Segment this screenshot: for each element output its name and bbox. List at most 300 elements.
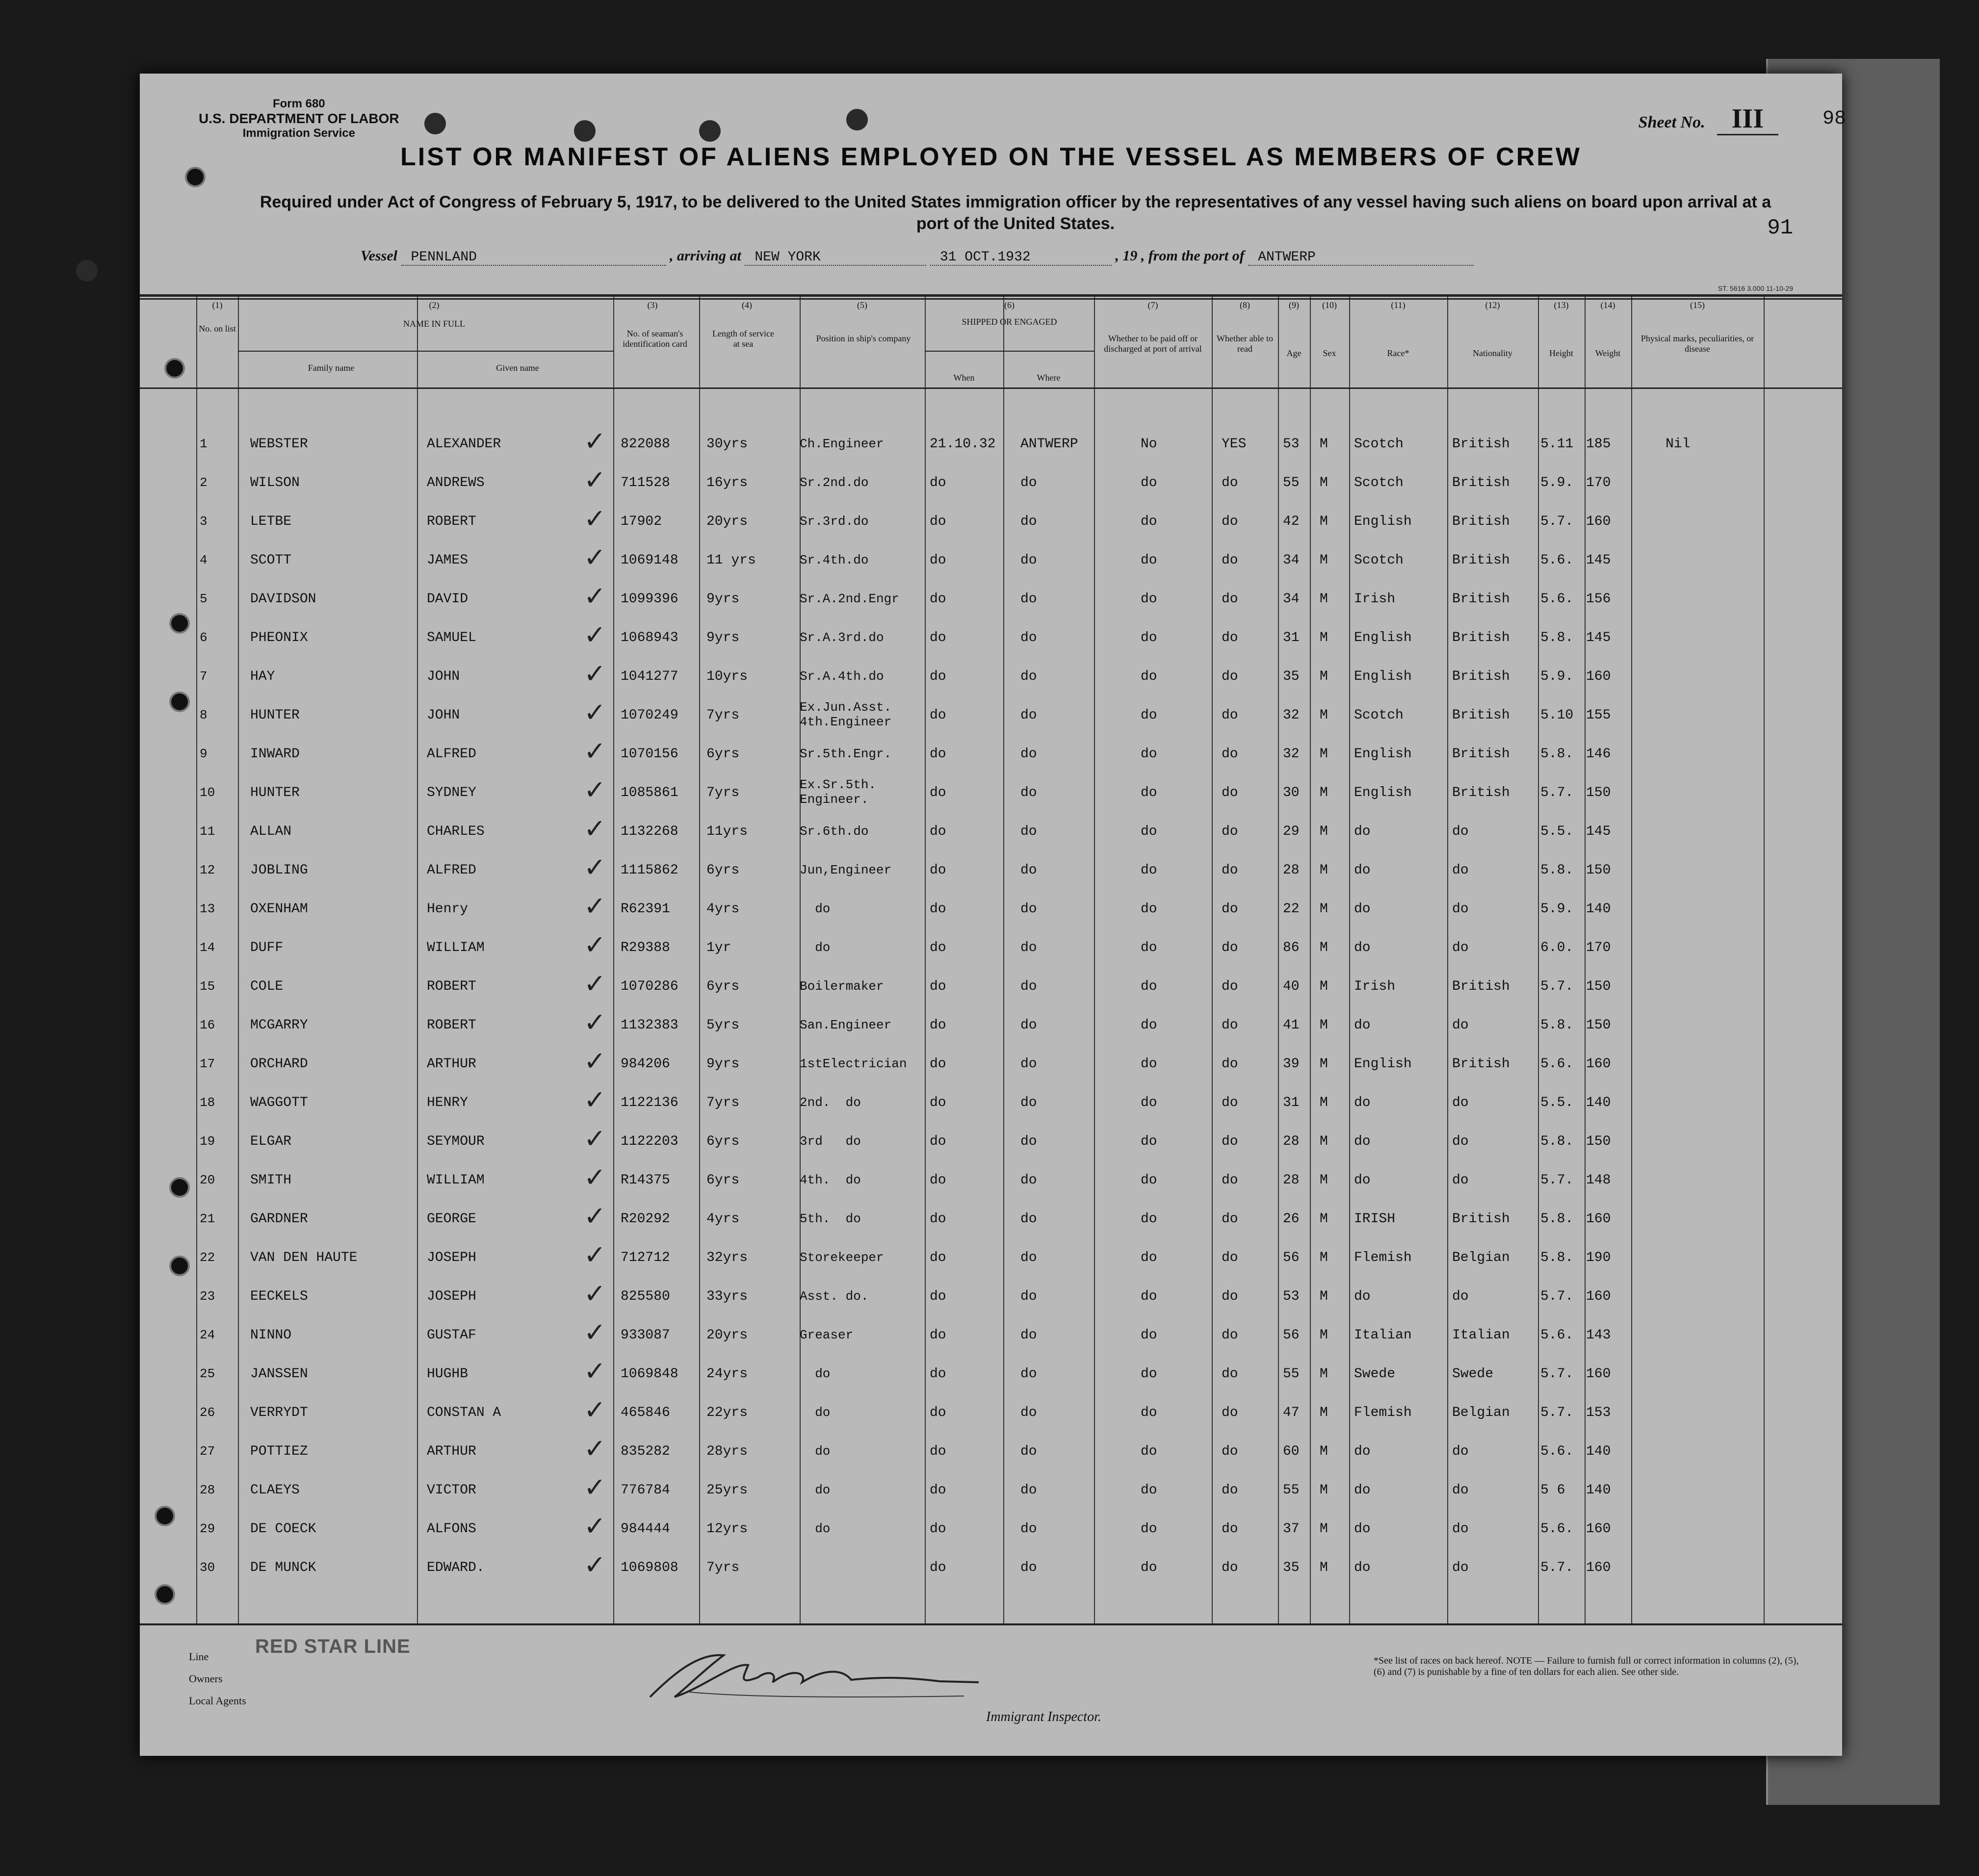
given-name: DAVID	[427, 591, 469, 607]
check-mark-icon: ✓	[584, 852, 606, 883]
able-to-read: do	[1222, 514, 1238, 529]
race: do	[1354, 1521, 1371, 1537]
able-to-read: do	[1222, 1560, 1238, 1575]
shipped-when: do	[930, 1289, 946, 1304]
row-number: 12	[200, 863, 215, 877]
row-number: 29	[200, 1521, 215, 1536]
service-name: Immigration Service	[242, 127, 355, 140]
service-length: 28yrs	[706, 1444, 748, 1459]
shipped-when: do	[930, 1483, 946, 1498]
shipped-when: do	[930, 1134, 946, 1149]
age: 53	[1283, 437, 1300, 452]
weight: 156	[1586, 591, 1611, 607]
height: 5.8.	[1540, 1018, 1574, 1033]
sex: M	[1320, 1366, 1328, 1382]
weight: 160	[1586, 669, 1611, 684]
height: 5.6.	[1540, 1056, 1574, 1072]
card-number: 1085861	[621, 785, 678, 800]
given-name: HUGHB	[427, 1366, 469, 1382]
weight: 160	[1586, 1560, 1611, 1575]
weight: 140	[1586, 1095, 1611, 1110]
weight: 143	[1586, 1328, 1611, 1343]
shipped-where: do	[1020, 1134, 1037, 1149]
family-name: DE COECK	[250, 1521, 316, 1537]
able-to-read: do	[1222, 1173, 1238, 1188]
stock-code: ST. 5616 3.000 11-10-29	[1718, 284, 1793, 292]
age: 39	[1283, 1056, 1300, 1072]
col4-header: Length of service at sea	[712, 329, 774, 349]
row-number: 7	[200, 669, 208, 684]
height: 5.11	[1540, 437, 1574, 452]
service-length: 11yrs	[706, 824, 748, 839]
weight: 170	[1586, 940, 1611, 955]
height: 5.10	[1540, 708, 1574, 723]
weight: 153	[1586, 1405, 1611, 1420]
family-name: GARDNER	[250, 1211, 308, 1227]
column-rule	[1349, 294, 1350, 1623]
paid-off: No	[1141, 437, 1157, 452]
weight: 140	[1586, 1483, 1611, 1498]
row-number: 28	[200, 1483, 215, 1497]
weight: 160	[1586, 1366, 1611, 1382]
position: Sr.6th.do	[800, 824, 869, 839]
position: Sr.A.4th.do	[800, 669, 884, 684]
check-mark-icon: ✓	[584, 1472, 606, 1503]
age: 53	[1283, 1289, 1300, 1304]
shipped-where: do	[1020, 1018, 1037, 1033]
able-to-read: do	[1222, 824, 1238, 839]
weight: 160	[1586, 1056, 1611, 1072]
col13-number: (13)	[1554, 300, 1569, 310]
column-rule	[238, 294, 239, 1623]
age: 31	[1283, 1095, 1300, 1110]
shipped-where: do	[1020, 514, 1037, 529]
given-name-header: Given name	[496, 363, 539, 373]
position: Boilermaker	[800, 979, 884, 994]
nationality: do	[1452, 1134, 1469, 1149]
col2-header: NAME IN FULL	[403, 319, 465, 329]
service-length: 9yrs	[706, 1056, 740, 1072]
nationality: do	[1452, 863, 1469, 878]
card-number: 1070249	[621, 708, 678, 723]
shipped-when: do	[930, 746, 946, 762]
height: 5.7.	[1540, 1560, 1574, 1575]
age: 55	[1283, 475, 1300, 490]
age: 56	[1283, 1328, 1300, 1343]
race: do	[1354, 1289, 1371, 1304]
shipped-when: do	[930, 708, 946, 723]
position: do	[800, 1483, 831, 1497]
check-mark-icon: ✓	[584, 1549, 606, 1580]
able-to-read: do	[1222, 1134, 1238, 1149]
owners-label: Owners	[189, 1672, 223, 1685]
shipped-when: do	[930, 1173, 946, 1188]
card-number: 1122203	[621, 1134, 678, 1149]
nationality: British	[1452, 746, 1510, 762]
given-name: SEYMOUR	[427, 1134, 485, 1149]
paid-off: do	[1141, 669, 1157, 684]
card-number: 1099396	[621, 591, 678, 607]
col6-header: SHIPPED OR ENGAGED	[962, 317, 1057, 327]
given-name: EDWARD.	[427, 1560, 485, 1575]
col13-header: Height	[1549, 348, 1573, 358]
position: San.Engineer	[800, 1018, 892, 1032]
nationality: British	[1452, 708, 1510, 723]
age: 28	[1283, 863, 1300, 878]
age: 30	[1283, 785, 1300, 800]
paid-off: do	[1141, 940, 1157, 955]
shipped-where: do	[1020, 1056, 1037, 1072]
position: Sr.A.3rd.do	[800, 630, 884, 645]
family-name: INWARD	[250, 746, 300, 762]
shipped-where: do	[1020, 1366, 1037, 1382]
where-header: Where	[1037, 373, 1061, 383]
check-mark-icon: ✓	[584, 1278, 606, 1309]
able-to-read: do	[1222, 785, 1238, 800]
given-name: ROBERT	[427, 979, 476, 994]
paid-off: do	[1141, 553, 1157, 568]
race: English	[1354, 514, 1412, 529]
card-number: 933087	[621, 1328, 670, 1343]
check-mark-icon: ✓	[584, 503, 606, 534]
row-number: 6	[200, 630, 208, 645]
height: 5.9.	[1540, 669, 1574, 684]
able-to-read: do	[1222, 1444, 1238, 1459]
family-name: SMITH	[250, 1173, 292, 1188]
column-rule	[1212, 294, 1213, 1623]
family-name-header: Family name	[308, 363, 355, 373]
inspector-signature	[645, 1643, 989, 1707]
card-number: R29388	[621, 940, 670, 955]
card-number: 1069148	[621, 553, 678, 568]
year-label: , 19	[1115, 248, 1138, 264]
family-name: COLE	[250, 979, 284, 994]
service-length: 25yrs	[706, 1483, 748, 1498]
given-name: SAMUEL	[427, 630, 476, 645]
shipped-where: do	[1020, 824, 1037, 839]
family-name: HUNTER	[250, 785, 300, 800]
height: 5.7.	[1540, 785, 1574, 800]
shipped-when: do	[930, 785, 946, 800]
nationality: British	[1452, 553, 1510, 568]
able-to-read: do	[1222, 1328, 1238, 1343]
punch-hole	[846, 109, 868, 130]
card-number: 17902	[621, 514, 662, 529]
position: do	[800, 1444, 831, 1459]
card-number: 1070156	[621, 746, 678, 762]
row-number: 4	[200, 553, 208, 567]
able-to-read: do	[1222, 1056, 1238, 1072]
weight: 146	[1586, 746, 1611, 762]
shipped-where: do	[1020, 1095, 1037, 1110]
physical-marks: Nil	[1666, 437, 1691, 452]
sex: M	[1320, 1018, 1328, 1033]
sex: M	[1320, 1405, 1328, 1420]
family-name: VAN DEN HAUTE	[250, 1250, 358, 1265]
able-to-read: do	[1222, 940, 1238, 955]
column-rule	[1094, 294, 1095, 1623]
check-mark-icon: ✓	[584, 1356, 606, 1387]
sex: M	[1320, 901, 1328, 917]
height: 5.7.	[1540, 1405, 1574, 1420]
page-number: 91	[1767, 216, 1793, 240]
check-mark-icon: ✓	[584, 1433, 606, 1464]
sex: M	[1320, 1560, 1328, 1575]
shipped-when: do	[930, 1560, 946, 1575]
position: 3rd do	[800, 1134, 861, 1149]
family-name: CLAEYS	[250, 1483, 300, 1498]
height: 6.0.	[1540, 940, 1574, 955]
race: do	[1354, 1483, 1371, 1498]
col11-number: (11)	[1391, 300, 1406, 310]
able-to-read: do	[1222, 901, 1238, 917]
paid-off: do	[1141, 1250, 1157, 1265]
arriving-label: , arriving at	[670, 248, 741, 264]
family-name: DE MUNCK	[250, 1560, 316, 1575]
shipped-where: do	[1020, 979, 1037, 994]
weight: 170	[1586, 475, 1611, 490]
card-number: 1070286	[621, 979, 678, 994]
race: do	[1354, 1095, 1371, 1110]
shipped-where: do	[1020, 669, 1037, 684]
position: Sr.4th.do	[800, 553, 869, 567]
weight: 155	[1586, 708, 1611, 723]
document-title: LIST OR MANIFEST OF ALIENS EMPLOYED ON THE VESSEL AS MEMBERS OF CREW	[400, 143, 1582, 171]
family-name: HUNTER	[250, 708, 300, 723]
nationality: do	[1452, 1173, 1469, 1188]
position: Greaser	[800, 1328, 854, 1342]
paid-off: do	[1141, 591, 1157, 607]
sex: M	[1320, 1134, 1328, 1149]
service-length: 9yrs	[706, 630, 740, 645]
row-number: 25	[200, 1366, 215, 1381]
nationality: do	[1452, 940, 1469, 955]
family-name: DAVIDSON	[250, 591, 316, 607]
shipped-when: do	[930, 630, 946, 645]
service-length: 10yrs	[706, 669, 748, 684]
check-mark-icon: ✓	[584, 1162, 606, 1193]
service-length: 4yrs	[706, 901, 740, 917]
arrival-date: 31 OCT.1932	[930, 250, 1112, 266]
sex: M	[1320, 1328, 1328, 1343]
vessel-name: PENNLAND	[401, 250, 666, 266]
age: 86	[1283, 940, 1300, 955]
age: 28	[1283, 1173, 1300, 1188]
card-number: 984206	[621, 1056, 670, 1072]
family-name: WILSON	[250, 475, 300, 490]
height: 5.8.	[1540, 1211, 1574, 1227]
nationality: do	[1452, 901, 1469, 917]
col6-number: (6)	[1004, 300, 1015, 310]
nationality: British	[1452, 1211, 1510, 1227]
column-rule	[1003, 294, 1004, 1623]
race: Irish	[1354, 979, 1396, 994]
position: do	[800, 940, 831, 955]
shipped-when: do	[930, 553, 946, 568]
shipped-when: do	[930, 591, 946, 607]
race: Flemish	[1354, 1405, 1412, 1420]
height: 5.5.	[1540, 1095, 1574, 1110]
card-number: 465846	[621, 1405, 670, 1420]
family-name: ELGAR	[250, 1134, 292, 1149]
row-number: 9	[200, 746, 208, 761]
given-name: SYDNEY	[427, 785, 476, 800]
row-number: 2	[200, 475, 208, 490]
shipped-when: do	[930, 1521, 946, 1537]
given-name: JAMES	[427, 553, 469, 568]
sex: M	[1320, 437, 1328, 452]
weight: 150	[1586, 979, 1611, 994]
weight: 185	[1586, 437, 1611, 452]
weight: 160	[1586, 514, 1611, 529]
when-header: When	[953, 373, 975, 383]
row-number: 21	[200, 1211, 215, 1226]
col15-header: Physical marks, peculiarities, or disease	[1640, 334, 1754, 354]
line-stamp: RED STAR LINE	[255, 1636, 411, 1657]
height: 5.7.	[1540, 1289, 1574, 1304]
given-name: CHARLES	[427, 824, 485, 839]
row-number: 16	[200, 1018, 215, 1032]
age: 35	[1283, 669, 1300, 684]
shipped-when: do	[930, 1056, 946, 1072]
punch-hole	[424, 113, 446, 134]
paid-off: do	[1141, 1521, 1157, 1537]
given-name: ROBERT	[427, 1018, 476, 1033]
shipped-when: do	[930, 1444, 946, 1459]
height: 5.7.	[1540, 1366, 1574, 1382]
weight: 150	[1586, 1018, 1611, 1033]
col15-number: (15)	[1690, 300, 1705, 310]
given-name: Henry	[427, 901, 469, 917]
service-length: 20yrs	[706, 514, 748, 529]
shipped-where: do	[1020, 708, 1037, 723]
sex: M	[1320, 940, 1328, 955]
paid-off: do	[1141, 1560, 1157, 1575]
able-to-read: do	[1222, 1405, 1238, 1420]
shipped-when: 21.10.32	[930, 437, 996, 452]
position: Sr.2nd.do	[800, 475, 869, 490]
row-number: 22	[200, 1250, 215, 1265]
card-number: 1068943	[621, 630, 678, 645]
row-number: 1	[200, 437, 208, 451]
row-rule	[140, 1623, 1842, 1625]
check-mark-icon: ✓	[584, 813, 606, 844]
age: 40	[1283, 979, 1300, 994]
paid-off: do	[1141, 514, 1157, 529]
age: 37	[1283, 1521, 1300, 1537]
race: English	[1354, 1056, 1412, 1072]
height: 5.8.	[1540, 1134, 1574, 1149]
department-name: U.S. DEPARTMENT OF LABOR	[199, 111, 399, 126]
height: 5.7.	[1540, 979, 1574, 994]
row-number: 17	[200, 1056, 215, 1071]
col8-number: (8)	[1240, 300, 1250, 310]
card-number: 1132383	[621, 1018, 678, 1033]
shipped-where: do	[1020, 591, 1037, 607]
check-mark-icon: ✓	[584, 542, 606, 573]
nationality: do	[1452, 1483, 1469, 1498]
from-label: , from the port of	[1141, 248, 1245, 264]
service-length: 12yrs	[706, 1521, 748, 1537]
paid-off: do	[1141, 1483, 1157, 1498]
nationality: do	[1452, 1521, 1469, 1537]
able-to-read: do	[1222, 1366, 1238, 1382]
height: 5.8.	[1540, 1250, 1574, 1265]
given-name: WILLIAM	[427, 940, 485, 955]
race: do	[1354, 901, 1371, 917]
row-number: 13	[200, 901, 215, 916]
shipped-when: do	[930, 940, 946, 955]
check-mark-icon: ✓	[584, 736, 606, 767]
check-mark-icon: ✓	[584, 774, 606, 805]
card-number: R20292	[621, 1211, 670, 1227]
given-name: ALEXANDER	[427, 437, 501, 452]
family-name: JANSSEN	[250, 1366, 308, 1382]
position: Asst. do.	[800, 1289, 869, 1304]
paid-off: do	[1141, 1018, 1157, 1033]
nationality: do	[1452, 1018, 1469, 1033]
sex: M	[1320, 979, 1328, 994]
nationality: British	[1452, 785, 1510, 800]
sex: M	[1320, 708, 1328, 723]
paid-off: do	[1141, 901, 1157, 917]
given-name: JOHN	[427, 669, 460, 684]
service-length: 7yrs	[706, 1095, 740, 1110]
departure-port: ANTWERP	[1248, 250, 1474, 266]
form-number: Form 680	[272, 97, 325, 110]
check-mark-icon: ✓	[584, 697, 606, 728]
age: 42	[1283, 514, 1300, 529]
sex: M	[1320, 591, 1328, 607]
age: 26	[1283, 1211, 1300, 1227]
family-name: OXENHAM	[250, 901, 308, 917]
paid-off: do	[1141, 1366, 1157, 1382]
weight: 140	[1586, 1444, 1611, 1459]
sex: M	[1320, 1056, 1328, 1072]
sex: M	[1320, 1444, 1328, 1459]
age: 47	[1283, 1405, 1300, 1420]
card-number: 1041277	[621, 669, 678, 684]
shipped-where: do	[1020, 940, 1037, 955]
nationality: Belgian	[1452, 1250, 1510, 1265]
shipped-where: do	[1020, 1328, 1037, 1343]
family-name: JOBLING	[250, 863, 308, 878]
height: 5.9.	[1540, 901, 1574, 917]
paid-off: do	[1141, 1405, 1157, 1420]
race: Flemish	[1354, 1250, 1412, 1265]
age: 55	[1283, 1483, 1300, 1498]
service-length: 6yrs	[706, 979, 740, 994]
paid-off: do	[1141, 1173, 1157, 1188]
given-name: HENRY	[427, 1095, 469, 1110]
col10-header: Sex	[1323, 348, 1336, 358]
able-to-read: do	[1222, 475, 1238, 490]
shipped-when: do	[930, 824, 946, 839]
shipped-where: do	[1020, 1405, 1037, 1420]
nationality: Swede	[1452, 1366, 1494, 1382]
shipped-when: do	[930, 979, 946, 994]
column-rule	[1310, 294, 1311, 1623]
footer-note: *See list of races on back hereof. NOTE — Failure to furnish full or correct information in columns (2), (5), (6) and (7) is punishable by a fine of ten dollars for each alien. See other side.	[1374, 1655, 1799, 1677]
col10-number: (10)	[1322, 300, 1337, 310]
nationality: do	[1452, 1095, 1469, 1110]
paid-off: do	[1141, 630, 1157, 645]
row-number: 19	[200, 1134, 215, 1149]
position: 2nd. do	[800, 1095, 861, 1110]
age: 31	[1283, 630, 1300, 645]
service-length: 6yrs	[706, 1134, 740, 1149]
shipped-when: do	[930, 1250, 946, 1265]
